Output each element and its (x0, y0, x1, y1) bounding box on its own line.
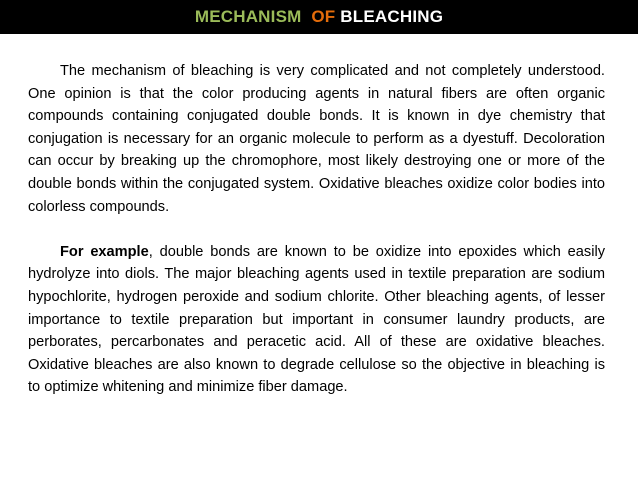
title-word-of: OF (311, 7, 336, 26)
title-bar (0, 0, 638, 34)
paragraph-2-text: , double bonds are known to be oxidize into epoxides which easily hydrolyze into diols. The major bleaching agents used in textile preparation are sodium hypochlorite, hydrogen peroxide and sodium chlorite. Other bleaching agents, of lesser importance to textile preparation but important in consumer laundry products, are perborates, percarbonates and peracetic acid. All of these are oxidative bleaches. Oxidative bleaches are also known to degrade cellulose so the objective in bleaching is to optimize whitening and minimize fiber damage. (28, 243, 605, 396)
body-text (28, 60, 605, 399)
paragraph-2 (28, 241, 605, 399)
title-word-bleaching: BLEACHING (340, 7, 444, 26)
paragraph-2-lead: For example (60, 243, 149, 260)
paragraph-1: The mechanism of bleaching is very complicated and not completely understood. One opinion is that the color producing agents in natural fibers are often organic compounds containing conjugated double bonds. It is known in dye chemistry that conjugation is necessary for an organic molecule to perform as a dyestuff. Decoloration can occur by breaking up the chromophore, most likely destroying one or more of the double bonds within the conjugated system. Oxidative bleaches oxidize color bodies into colorless compounds. (28, 63, 605, 215)
title-word-mechanism: MECHANISM (194, 7, 302, 26)
